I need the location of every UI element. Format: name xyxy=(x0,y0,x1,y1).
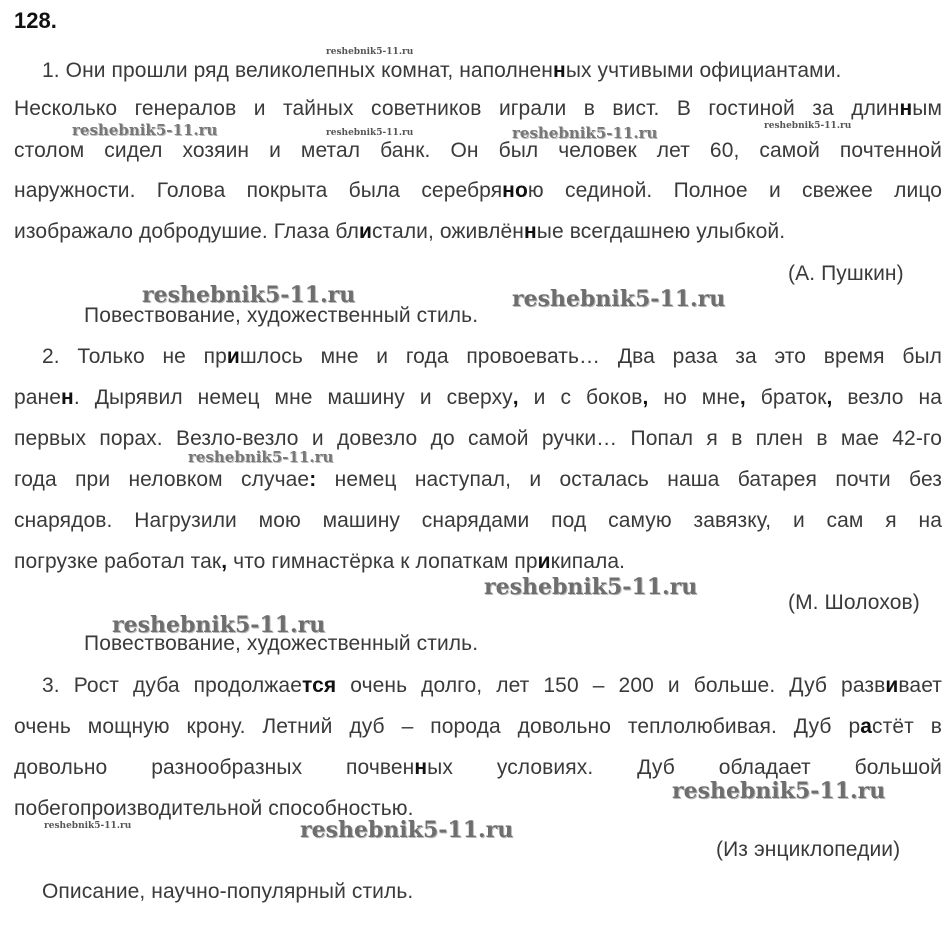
p2-style: Повествование, художественный стиль. xyxy=(84,632,479,655)
watermark: reshebnik5-11.ru xyxy=(764,121,852,131)
p3-style: Описание, научно-популярный стиль. xyxy=(42,880,414,903)
p3-line-4: побегопроизводительной способностью. xyxy=(14,797,414,820)
watermark: reshebnik5-11.ru xyxy=(72,121,218,139)
watermark: reshebnik5-11.ru xyxy=(44,821,132,831)
p1-style: Повествование, художественный стиль. xyxy=(84,304,479,327)
p2-line-3: первых порах. Везло-везло и довезло до самой ручки… Попал я в плен в мае 42-го xyxy=(14,427,942,450)
watermark: reshebnik5-11.ru xyxy=(484,574,698,600)
watermark: reshebnik5-11.ru xyxy=(512,286,726,312)
p2-line-6: погрузке работал так, что гимнастёрка к лопаткам прикипала. xyxy=(14,550,626,573)
watermark: reshebnik5-11.ru xyxy=(142,282,356,308)
p3-line-2: очень мощную крону. Летний дуб – порода довольно теплолюбивая. Дуб растёт в xyxy=(14,715,942,738)
exercise-number: 128. xyxy=(14,8,57,33)
p1-line-1: 1. Они прошли ряд великолепных комнат, наполненных учтивыми официантами. xyxy=(42,59,842,82)
p3-line-1: 3. Рост дуба продолжается очень долго, лет 150 – 200 и больше. Дуб развивает xyxy=(42,674,942,697)
p2-author: (М. Шолохов) xyxy=(788,591,920,614)
watermark: reshebnik5-11.ru xyxy=(672,778,886,804)
p1-author: (А. Пушкин) xyxy=(788,262,904,285)
watermark: reshebnik5-11.ru xyxy=(188,448,334,466)
p3-line-3: довольно разнообразных почвенных условиях. Дуб обладает большой xyxy=(14,756,942,779)
p2-line-1: 2. Только не пришлось мне и года провоевать… Два раза за это время был xyxy=(42,345,942,368)
p1-line-5: изображало добродушие. Глаза блистали, оживлённые всегдашнею улыбкой. xyxy=(14,220,786,243)
p3-author: (Из энциклопедии) xyxy=(716,838,901,861)
p1-line-3: столом сидел хозяин и метал банк. Он был человек лет 60, самой почтенной xyxy=(14,139,942,162)
p1-line-4: наружности. Голова покрыта была серебряною сединой. Полное и свежее лицо xyxy=(14,179,942,202)
watermark: reshebnik5-11.ru xyxy=(326,47,414,57)
p2-line-4: года при неловком случае: немец наступал, и осталась наша батарея почти без xyxy=(14,468,942,491)
p2-line-2: ранен. Дырявил немец мне машину и сверху, и с боков, но мне, браток, везло на xyxy=(14,386,943,409)
watermark: reshebnik5-11.ru xyxy=(112,612,326,638)
p1-line-2: Несколько генералов и тайных советников играли в вист. В гостиной за длинным xyxy=(14,97,942,120)
p2-line-5: снарядов. Нагрузили мою машину снарядами под самую завязку, и сам я на xyxy=(14,509,942,532)
watermark: reshebnik5-11.ru xyxy=(512,124,658,142)
watermark: reshebnik5-11.ru xyxy=(300,817,514,843)
watermark: reshebnik5-11.ru xyxy=(326,128,414,138)
